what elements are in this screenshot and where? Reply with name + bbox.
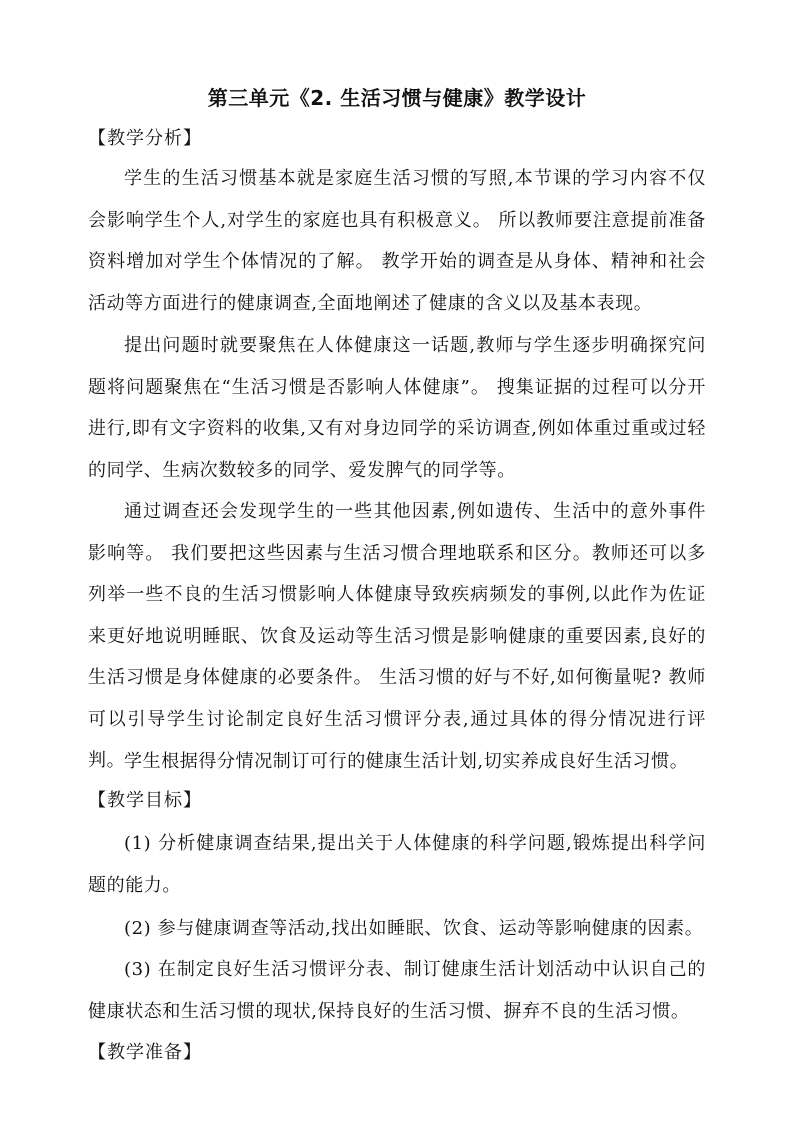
analysis-paragraph-1: 学生的生活习惯基本就是家庭生活习惯的写照,本节课的学习内容不仅会影响学生个人,对学生的家庭也具有积极意义。 所以教师要注意提前准备资料增加对学生个体情况的了解。 教学开始的调查是从身体、精神和社会活动等方面进行的健康调查,全面地阐述了健康的含义以及基本表现。 xyxy=(88,168,706,314)
section-heading-objectives: 【教学目标】 xyxy=(88,790,202,811)
section-heading-preparation: 【教学准备】 xyxy=(88,1042,202,1063)
objective-item-2: (2) 参与健康调查等活动,找出如睡眠、饮食、运动等影响健康的因素。 xyxy=(124,918,704,939)
analysis-paragraph-3: 通过调查还会发现学生的一些其他因素,例如遗传、生活中的意外事件影响等。 我们要把这些因素与生活习惯合理地联系和区分。教师还可以多列举一些不良的生活习惯影响人体健康导致疾病频发的事例,以此作为佐证来更好地说明睡眠、饮食及运动等生活习惯是影响健康的重要因素,良好的生活习惯是身体健康的必要条件。 生活习惯的好与不好,如何衡量呢? 教师可以引导学生讨论制定良好生活习惯评分表,通过具体的得分情况进行评判。 xyxy=(88,501,706,771)
section-heading-analysis: 【教学分析】 xyxy=(88,128,202,149)
analysis-paragraph-4: 学生根据得分情况制订可行的健康生活计划,切实养成良好生活习惯。 xyxy=(124,751,689,772)
objective-item-3: (3) 在制定良好生活习惯评分表、制订健康生活计划活动中认识自己的健康状态和生活习惯的现状,保持良好的生活习惯、摒弃不良的生活习惯。 xyxy=(88,959,706,1022)
analysis-paragraph-2: 提出问题时就要聚焦在人体健康这一话题,教师与学生逐步明确探究问题将问题聚焦在“生活习惯是否影响人体健康”。 搜集证据的过程可以分开进行,即有文字资料的收集,又有对身边同学的采访调查,例如体重过重或过轻的同学、生病次数较多的同学、爱发脾气的同学等。 xyxy=(88,335,706,481)
objective-item-1: (1) 分析健康调查结果,提出关于人体健康的科学问题,锻炼提出科学问题的能力。 xyxy=(88,833,706,896)
document-title: 第三单元《2. 生活习惯与健康》教学设计 xyxy=(207,86,587,110)
